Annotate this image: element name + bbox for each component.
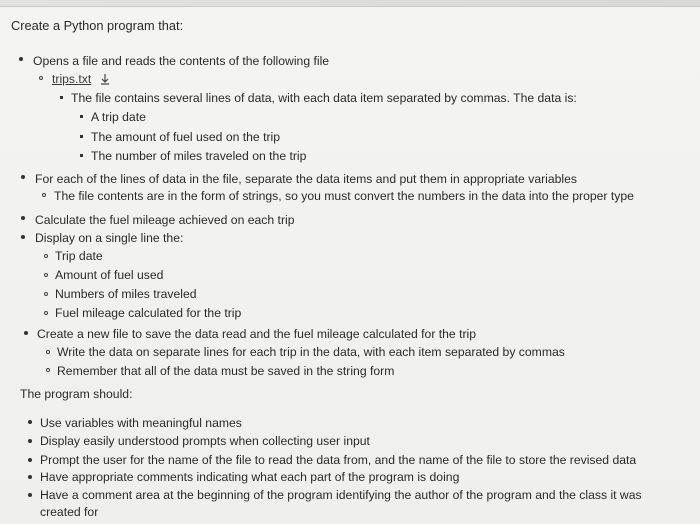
bullet-dot	[21, 216, 25, 220]
display-fuel: Amount of fuel used	[55, 268, 164, 282]
bullet-circle	[42, 193, 46, 197]
bullet-dot	[28, 420, 32, 424]
file-link-row	[52, 72, 111, 89]
bullet-circle	[44, 273, 48, 277]
bullet-circle	[44, 311, 48, 315]
requirement-item: Use variables with meaningful names	[40, 416, 242, 430]
data-item-fuel: The amount of fuel used on the trip	[91, 130, 281, 144]
bullet-dot	[28, 439, 32, 443]
page-title: Create a Python program that:	[11, 18, 184, 33]
should-heading: The program should:	[20, 387, 133, 401]
bullet-dot	[28, 475, 32, 479]
requirement-item: Have appropriate comments indicating what each part of the program is doing	[40, 470, 460, 484]
requirement-item: Display easily understood prompts when collecting user input	[40, 434, 370, 448]
data-item-trip-date: A trip date	[91, 110, 146, 124]
bullet-dot	[21, 175, 25, 179]
bullet-circle	[44, 254, 48, 258]
display-mileage: Fuel mileage calculated for the trip	[55, 306, 242, 320]
item-opens-file: Opens a file and reads the contents of the following file	[33, 54, 330, 68]
requirement-item: Have a comment area at the beginning of the program identifying the author of the program and the class it was	[40, 488, 642, 502]
item-create-file: Create a new file to save the data read and the fuel mileage calculated for the trip	[37, 327, 477, 341]
write-data-note: Write the data on separate lines for each trip in the data, with each item separated by commas	[57, 345, 565, 359]
bullet-square	[80, 154, 83, 157]
bullet-circle	[39, 76, 43, 80]
display-miles: Numbers of miles traveled	[55, 287, 197, 301]
display-trip-date: Trip date	[55, 249, 103, 263]
bullet-dot	[19, 57, 23, 61]
requirement-item-continued: created for	[40, 505, 99, 519]
bullet-circle	[46, 350, 50, 354]
bullet-circle	[44, 292, 48, 296]
remember-note: Remember that all of the data must be saved in the string form	[57, 364, 395, 378]
item-for-each: For each of the lines of data in the file, separate the data items and put them in appropriate variables	[35, 172, 577, 186]
file-link[interactable]: trips.txt	[52, 72, 92, 86]
bullet-square	[80, 115, 83, 118]
download-icon[interactable]	[99, 73, 111, 89]
file-description: The file contains several lines of data, with each data item separated by commas. The data is:	[71, 91, 577, 105]
strings-note: The file contents are in the form of strings, so you must convert the numbers in the data into the proper type	[54, 189, 634, 203]
bullet-circle	[46, 368, 50, 372]
bullet-dot	[24, 331, 28, 335]
item-calculate: Calculate the fuel mileage achieved on each trip	[35, 213, 295, 227]
bullet-square	[60, 96, 63, 99]
requirement-item: Prompt the user for the name of the file to read the data from, and the name of the file to store the revised data	[40, 453, 637, 467]
bullet-square	[80, 135, 83, 138]
bullet-dot	[21, 235, 25, 239]
item-display: Display on a single line the:	[35, 231, 184, 245]
bullet-dot	[28, 458, 32, 462]
data-item-miles: The number of miles traveled on the trip	[91, 149, 307, 163]
bullet-dot	[28, 493, 32, 497]
